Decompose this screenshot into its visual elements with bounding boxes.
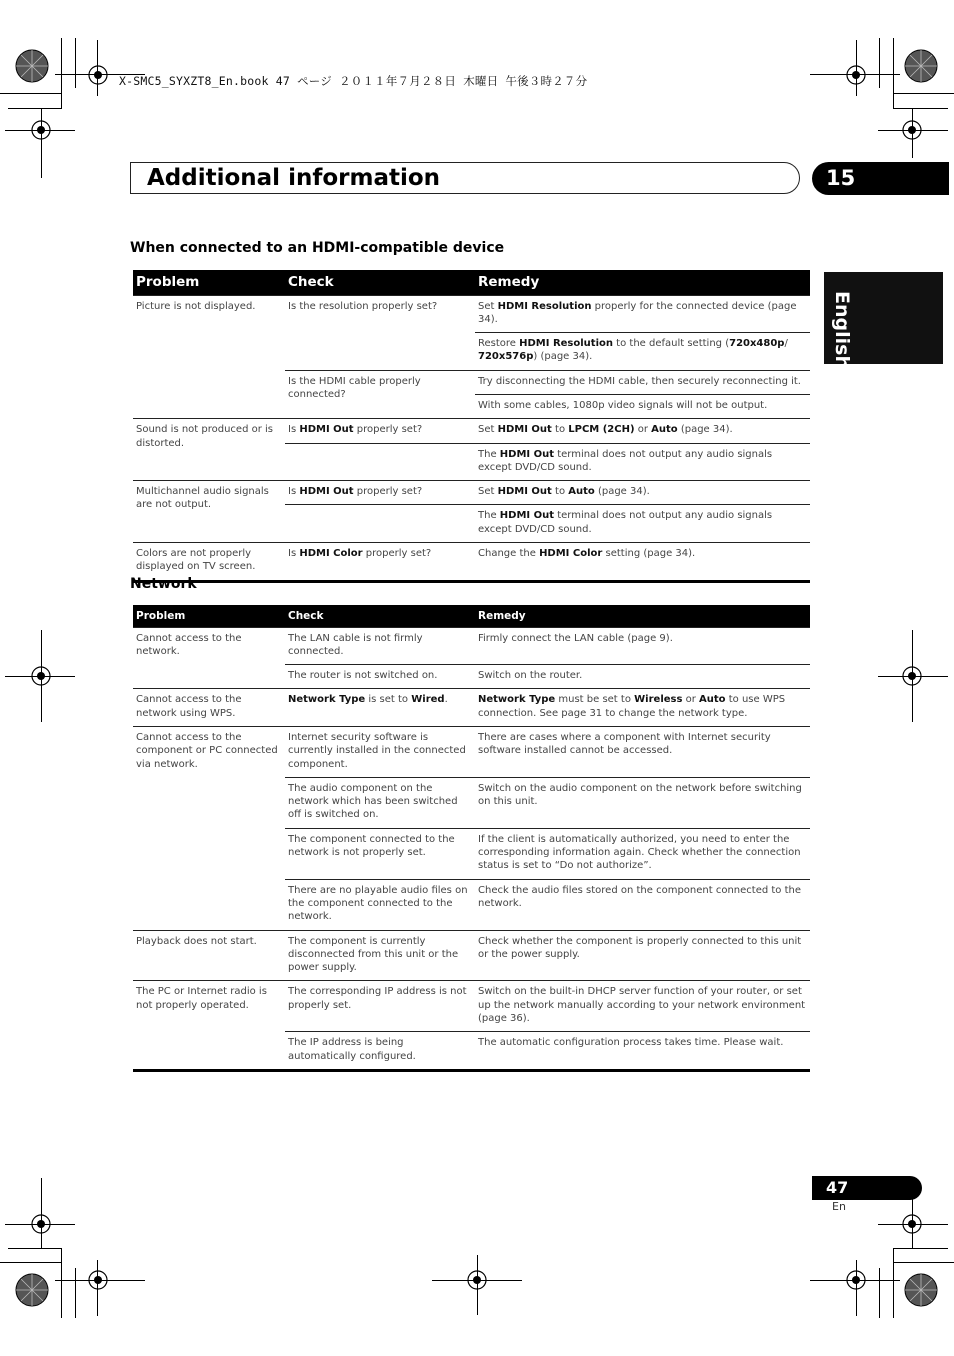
crosshair-icon [87, 1269, 109, 1291]
network-section-heading: Network [130, 576, 197, 592]
remedy-cell: The HDMI Out terminal does not output any audio signals except DVD/CD sound. [475, 505, 810, 543]
crosshair-icon [901, 665, 923, 687]
table-row [133, 627, 810, 665]
check-cell: The corresponding IP address is not properly set. [285, 981, 475, 1032]
remedy-cell: The HDMI Out terminal does not output any audio signals except DVD/CD sound. [475, 443, 810, 481]
problem-cell: Multichannel audio signals are not output. [133, 481, 285, 543]
chapter-number: 15 [826, 166, 856, 190]
page-number: 47 [826, 1178, 849, 1197]
check-cell: The router is not switched on. [285, 665, 475, 689]
check-cell: There are no playable audio files on the component connected to the network. [285, 879, 475, 930]
registration-target-icon [903, 48, 939, 84]
remedy-cell: Set HDMI Out to LPCM (2CH) or Auto (page 34). [475, 419, 810, 443]
remedy-cell: Restore HDMI Resolution to the default setting (720x480p/ 720x576p) (page 34). [475, 333, 810, 371]
remedy-cell: With some cables, 1080p video signals will not be output. [475, 394, 810, 418]
hdmi-section-heading: When connected to an HDMI-compatible device [130, 240, 505, 256]
crosshair-icon [87, 64, 109, 86]
header-remedy: Remedy [475, 270, 810, 295]
registration-target-icon [14, 48, 50, 84]
crosshair-icon [901, 119, 923, 141]
header-problem: Problem [133, 270, 285, 295]
check-cell: The component connected to the network is not properly set. [285, 828, 475, 879]
problem-cell: Cannot access to the component or PC connected via network. [133, 726, 285, 930]
table-row [133, 419, 810, 443]
remedy-cell: Change the HDMI Color setting (page 34). [475, 543, 810, 582]
remedy-cell: The automatic configuration process takes time. Please wait. [475, 1032, 810, 1071]
crosshair-icon [845, 1269, 867, 1291]
problem-cell: Picture is not displayed. [133, 295, 285, 419]
remedy-cell: Set HDMI Out to Auto (page 34). [475, 481, 810, 505]
crosshair-icon [845, 64, 867, 86]
remedy-cell: Network Type must be set to Wireless or Auto to use WPS connection. See page 31 to change the network type. [475, 689, 810, 727]
remedy-cell: Check whether the component is properly connected to this unit or the power supply. [475, 930, 810, 981]
problem-cell: Sound is not produced or is distorted. [133, 419, 285, 481]
table-row [133, 726, 810, 777]
check-cell-empty [285, 505, 475, 543]
remedy-cell: There are cases where a component with Internet security software installed cannot be accessed. [475, 726, 810, 777]
hdmi-troubleshooting-table [133, 270, 810, 583]
check-cell: Is the HDMI cable properly connected? [285, 370, 475, 419]
crosshair-icon [901, 1213, 923, 1235]
table-row [133, 689, 810, 727]
check-cell: Is the resolution properly set? [285, 295, 475, 370]
table-row [133, 481, 810, 505]
check-cell: Is HDMI Out properly set? [285, 481, 475, 505]
check-cell: Is HDMI Out properly set? [285, 419, 475, 443]
remedy-cell: Firmly connect the LAN cable (page 9). [475, 627, 810, 665]
remedy-cell: Try disconnecting the HDMI cable, then securely reconnecting it. [475, 370, 810, 394]
table-header-row [133, 605, 810, 627]
header-check: Check [285, 270, 475, 295]
check-cell: Is HDMI Color properly set? [285, 543, 475, 582]
network-troubleshooting-table [133, 605, 810, 1072]
check-cell: Network Type is set to Wired. [285, 689, 475, 727]
problem-cell: Cannot access to the network using WPS. [133, 689, 285, 727]
problem-cell: Colors are not properly displayed on TV screen. [133, 543, 285, 582]
remedy-cell: Switch on the built-in DHCP server function of your router, or set up the network manually according to your network environment (page 36). [475, 981, 810, 1032]
remedy-cell: Switch on the router. [475, 665, 810, 689]
registration-target-icon [14, 1272, 50, 1308]
crosshair-icon [30, 665, 52, 687]
header-problem: Problem [133, 605, 285, 627]
remedy-cell: Check the audio files stored on the component connected to the network. [475, 879, 810, 930]
check-cell-empty [285, 443, 475, 481]
check-cell: The LAN cable is not firmly connected. [285, 627, 475, 665]
print-header: X-SMC5_SYXZT8_En.book 47 ページ ２０１１年７月２８日 木曜日 午後３時２７分 [119, 74, 588, 88]
remedy-cell: If the client is automatically authorized, you need to enter the corresponding information again. Check whether the connection status is set to “Do not authorize”. [475, 828, 810, 879]
problem-cell: Playback does not start. [133, 930, 285, 981]
table-row [133, 930, 810, 981]
problem-cell: The PC or Internet radio is not properly operated. [133, 981, 285, 1070]
check-cell: The IP address is being automatically configured. [285, 1032, 475, 1071]
table-header-row [133, 270, 810, 295]
crosshair-icon [466, 1269, 488, 1291]
table-row [133, 543, 810, 582]
header-check: Check [285, 605, 475, 627]
remedy-cell: Set HDMI Resolution properly for the connected device (page 34). [475, 295, 810, 333]
language-tab-label: English [831, 291, 853, 369]
table-row [133, 981, 810, 1032]
check-cell: Internet security software is currently installed in the connected component. [285, 726, 475, 777]
crosshair-icon [30, 1213, 52, 1235]
problem-cell: Cannot access to the network. [133, 627, 285, 689]
check-cell: The component is currently disconnected from this unit or the power supply. [285, 930, 475, 981]
remedy-cell: Switch on the audio component on the network before switching on this unit. [475, 777, 810, 828]
crosshair-icon [30, 119, 52, 141]
registration-target-icon [903, 1272, 939, 1308]
check-cell: The audio component on the network which has been switched off is switched on. [285, 777, 475, 828]
header-remedy: Remedy [475, 605, 810, 627]
table-row [133, 295, 810, 333]
chapter-title: Additional information [147, 165, 441, 191]
page-language: En [832, 1200, 846, 1213]
